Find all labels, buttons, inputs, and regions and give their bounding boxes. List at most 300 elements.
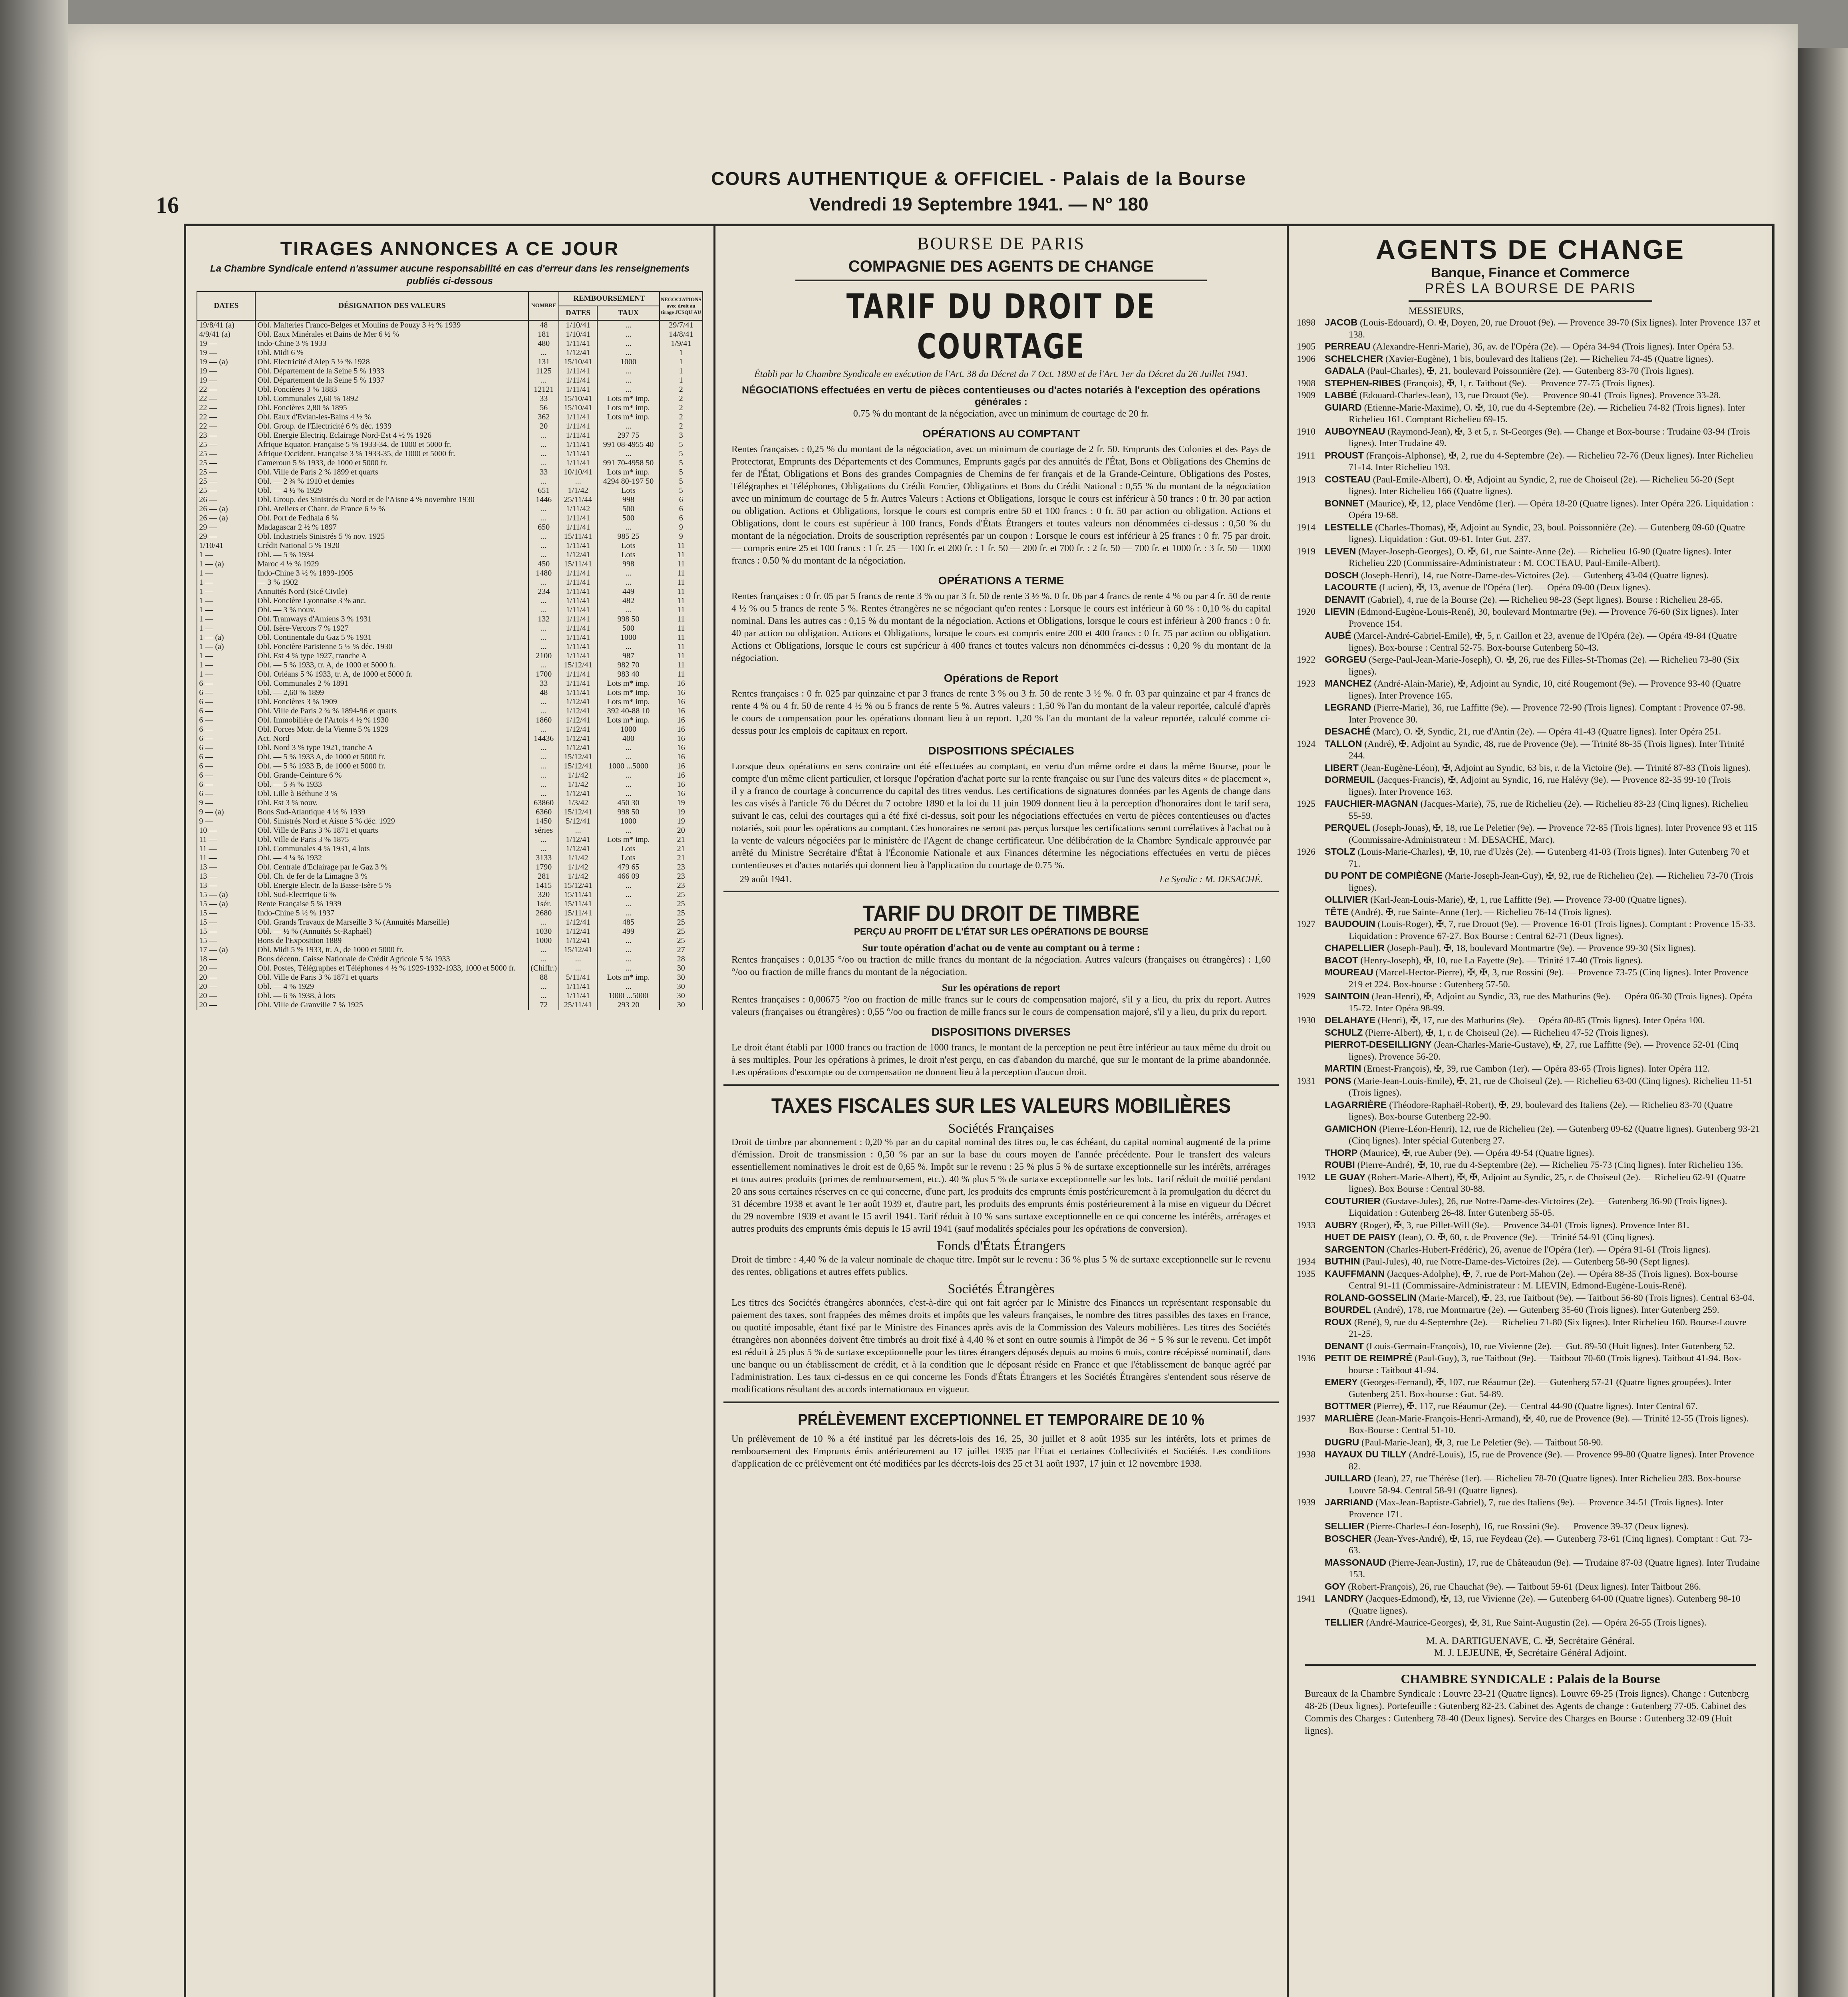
tirage-row [197, 835, 702, 844]
agent-details: (Alexandre-Henri-Marie), 36, av. de l'Opéra (2e). — Opéra 34-94 (Trois lignes). Inter Opéra 53. [1373, 341, 1735, 352]
agent-details: (Louis-Edouard), O. ✠, Doyen, 20, rue Drouot (9e). — Provence 39-70 (Six lignes). Inter Provence 137 et 138. [1349, 318, 1761, 340]
compagnie-title: COMPAGNIE DES AGENTS DE CHANGE [848, 258, 1154, 275]
tirage-row [197, 605, 702, 615]
agent-name: HUET DE PAISY [1325, 1232, 1396, 1242]
agent-details: (Jean-Yves-André), ✠, 15, rue Feydeau (2e). — Gutenberg 73-61 (Cinq lignes). Comptant : Gut. 73-63. [1349, 1533, 1752, 1556]
tirage-negociation: 9 [660, 532, 703, 541]
tirage-taux: 499 [597, 927, 660, 936]
tirage-taux: ... [597, 789, 660, 798]
tirage-taux: 485 [597, 918, 660, 927]
tirage-row [197, 899, 702, 909]
tirage-date: 18 — [197, 955, 255, 964]
agent-details: (Pierre-Charles-Léon-Joseph), 16, rue Rossini (9e). — Provence 39-37 (Deux lignes). [1367, 1521, 1689, 1532]
tirage-date: 25 — [197, 459, 255, 468]
tirage-row [197, 348, 702, 357]
tirage-date: 20 — [197, 982, 255, 991]
agent-entry [1297, 798, 1760, 822]
tirage-negociation: 25 [660, 890, 703, 899]
tirage-row [197, 817, 702, 826]
tirage-row [197, 661, 702, 670]
tirage-row [197, 854, 702, 863]
agent-name: BOSCHER [1325, 1533, 1372, 1544]
tirage-remb-date: 1/11/41 [559, 431, 597, 440]
tirage-negociation: 6 [660, 504, 703, 514]
agent-year: 1906 [1297, 353, 1315, 364]
tirage-date: 22 — [197, 413, 255, 422]
agent-entry [1297, 726, 1760, 738]
tirage-designation: Obl. Forces Motr. de la Vienne 5 % 1929 [255, 725, 529, 734]
tirage-row [197, 357, 702, 367]
agent-details: (Henry-Joseph), ✠, 10, rue La Fayette (9e). — Trinité 17-40 (Trois lignes). [1360, 955, 1643, 966]
tirage-row [197, 596, 702, 605]
tirage-date: 13 — [197, 881, 255, 890]
etats-text: Droit de timbre : 4,40 % de la valeur nominale de chaque titre. Impôt sur le revenu : 36 % plus 5 % de surtaxe exceptionnelle sur le revenu des rentes, obligations et autres effets publics. [731, 1255, 1271, 1277]
tirage-negociation: 11 [660, 624, 703, 633]
agent-name: LIBERT [1325, 762, 1359, 773]
agent-year: 1922 [1297, 655, 1315, 665]
tirage-negociation: 21 [660, 844, 703, 854]
tirage-remb-date: 1/11/41 [559, 642, 597, 651]
tirage-date: 11 — [197, 835, 255, 844]
tirage-remb-date: 5/12/41 [559, 817, 597, 826]
tirage-nombre: 12121 [529, 385, 559, 394]
col-taux: TAUX [597, 306, 660, 320]
timbre-text: Rentes françaises : 0,0135 °/oo ou fraction de mille francs du montant de la négociation. Autres valeurs (françaises ou étrangères) : 1,60 °/oo ou fraction de mille francs du montant de la négociation. [731, 955, 1271, 977]
courtage-title: TARIF DU DROIT DE COURTAGE [846, 287, 1156, 367]
tirage-negociation: 11 [660, 550, 703, 560]
agent-details: (Henri), ✠, 17, rue des Mathurins (9e). — Opéra 80-85 (Trois lignes). Inter Opéra 100. [1377, 1015, 1705, 1026]
tirage-row [197, 624, 702, 633]
tirage-taux: 1000 [597, 357, 660, 367]
tirage-nombre: 320 [529, 890, 559, 899]
tirage-date: 22 — [197, 394, 255, 403]
tirage-date: 1 — (a) [197, 633, 255, 642]
tirage-date: 22 — [197, 385, 255, 394]
tirage-nombre: 1415 [529, 881, 559, 890]
tirage-remb-date: 1/11/41 [559, 587, 597, 596]
tirage-taux: ... [597, 449, 660, 459]
tirage-nombre: 281 [529, 872, 559, 881]
timbre-subtitle: PERÇU AU PROFIT DE L'ÉTAT SUR LES OPÉRATIONS DE BOURSE [854, 926, 1149, 937]
agent-details: (Jacques-Adolphe), ✠, 7, rue de Port-Mahon (2e). — Opéra 88-35 (Trois lignes). Box-bourse Central 91-11 (Commissaire-Administrateur : M. LIEVIN, Edmond-Eugène-Louis-René). [1349, 1268, 1738, 1291]
agent-details: (Maurice), ✠, 12, place Vendôme (1er). — Opéra 18-20 (Quatre lignes). Inter Opéra 226. Liquidation : Opéra 19-68. [1349, 498, 1754, 520]
tirage-negociation: 16 [660, 789, 703, 798]
tirage-row [197, 413, 702, 422]
tirage-designation: Obl. Est 3 % nouv. [255, 798, 529, 808]
tirage-row [197, 707, 702, 716]
tirage-remb-date: 1/11/41 [559, 633, 597, 642]
agent-details: (Jean-Henri), ✠, Adjoint au Syndic, 33, rue des Mathurins (9e). — Opéra 06-30 (Trois lignes). Opéra 15-72. Inter Opéra 98-99. [1349, 991, 1753, 1014]
tirage-designation: Obl. Communales 4 % 1931, 4 lots [255, 844, 529, 854]
agent-name: LANDRY [1325, 1593, 1364, 1604]
tirage-negociation: 11 [660, 670, 703, 679]
col-designation: DÉSIGNATION DES VALEURS [255, 292, 529, 320]
tirage-negociation: 3 [660, 431, 703, 440]
agent-entry [1297, 1147, 1760, 1159]
agent-entry [1297, 846, 1760, 870]
tirage-date: 26 — (a) [197, 514, 255, 523]
tirage-designation: Obl. — 5 % 1933 A, de 1000 et 5000 fr. [255, 752, 529, 762]
col-negociations: NÉGOCIATIONS avec droit au tirage JUSQU'AU [660, 292, 703, 320]
tirage-designation: Obl. Foncières 3 % 1883 [255, 385, 529, 394]
tirage-date: 1 — [197, 550, 255, 560]
agent-entry [1297, 1195, 1760, 1219]
tirage-date: 1 — [197, 661, 255, 670]
tirage-nombre: ... [529, 633, 559, 642]
agent-entry [1297, 1413, 1760, 1437]
tirage-designation: Obl. — 6 % 1938, à lots [255, 991, 529, 1000]
tirage-date: 9 — [197, 798, 255, 808]
agent-details: (Raymond-Jean), ✠, 3 et 5, r. St-Georges (9e). — Change et Box-bourse : Trudaine 03-94 (Trois lignes). Inter Trudaine 49. [1349, 426, 1750, 449]
tirage-row [197, 716, 702, 725]
tirage-remb-date: 1/12/41 [559, 550, 597, 560]
agent-entry [1297, 1376, 1760, 1400]
tirage-designation: Obl. — 5 ¾ % 1933 [255, 780, 529, 789]
agent-details: (Louis-Marie-Charles), ✠, 10, rue d'Uzès (2e). — Gutenberg 41-03 (Trois lignes). Inter Gutenberg 70 et 71. [1349, 847, 1749, 869]
tirage-designation: Obl. Sinistrés Nord et Aisne 5 % déc. 1929 [255, 817, 529, 826]
tirage-date: 6 — [197, 743, 255, 752]
tirage-taux: 449 [597, 587, 660, 596]
agent-details: (Georges-Fernand), ✠, 107, rue Réaumur (2e). — Gutenberg 57-21 (Quatre lignes groupées). Inter Gutenberg 251. Box-bourse : Gut. 54-89. [1349, 1377, 1731, 1399]
tirage-negociation: 16 [660, 771, 703, 780]
tirage-row [197, 504, 702, 514]
tirage-date: 25 — [197, 477, 255, 486]
prelevement-text: Un prélèvement de 10 % a été institué par les décrets-lois des 16, 25, 30 juillet et 8 août 1935 sur les intérêts, lots et primes de remboursement des Emprunts émis antérieurement au 17 juillet 1935 par l'État et certaines Collectivités et Sociétés. Les conditions d'application de ce prélèvement ont été modifiées par les décrets-lois des 25 et 31 août 1937, 17 juin et 12 novembre 1938. [731, 1434, 1271, 1469]
tirage-negociation: 16 [660, 734, 703, 743]
tirage-nombre: 56 [529, 403, 559, 413]
tirage-negociation: 25 [660, 909, 703, 918]
tirage-remb-date: 1/11/41 [559, 514, 597, 523]
tirage-row [197, 1000, 702, 1010]
report-text: Rentes françaises : 0 fr. 025 par quinzaine et par 3 francs de rente 3 % ou 3 fr. 50 de rente 3 ½ %. 0 fr. 03 par quinzaine et par 4 francs de rente 4 % ou 4 fr. 50 de rente 4 ½ % ou 5 francs de rente 5 %. Autres valeurs : 1,50 % l'an du montant de la valeur reportée, calculé d'après le cours de compensation pour les opérations donnant lieu à un report. 1,20 % l'an du montant de la valeur reportée, calculé comme ci-dessus pour les emplois de capitaux en report. [731, 689, 1271, 736]
tirage-nombre: 1030 [529, 927, 559, 936]
tirage-taux: 293 20 [597, 1000, 660, 1010]
agent-details: (Ernest-François), ✠, 39, rue Cambon (1er). — Opéra 83-65 (Trois lignes). Inter Opéra 112. [1363, 1064, 1710, 1074]
tirage-row [197, 872, 702, 881]
tirage-row [197, 945, 702, 955]
tirage-row [197, 808, 702, 817]
agent-details: (Marc), O. ✠, Syndic, 21, rue d'Antin (2e). — Opéra 41-43 (Quatre lignes). Inter Opéra 251. [1373, 727, 1721, 737]
tirage-date: 19 — [197, 367, 255, 376]
tirage-nombre: (Chiffr.) [529, 964, 559, 973]
agent-year: 1913 [1297, 474, 1315, 485]
tirage-row [197, 431, 702, 440]
tirage-taux: ... [597, 339, 660, 348]
tirage-designation: Obl. Ville de Paris 3 % 1875 [255, 835, 529, 844]
tirage-taux: 991 70-4958 50 [597, 459, 660, 468]
tirage-remb-date: 1/12/41 [559, 734, 597, 743]
tirage-nombre: 33 [529, 679, 559, 688]
agent-details: (Jacques-Edmond), ✠, 13, rue Vivienne (2e). — Gutenberg 64-00 (Quatre lignes). Gutenberg 98-10 (Quatre lignes). [1349, 1594, 1741, 1616]
agent-entry [1297, 870, 1760, 894]
tirage-nombre: ... [529, 762, 559, 771]
comptant-heading: OPÉRATIONS AU COMPTANT [922, 427, 1080, 440]
agent-entry [1297, 1123, 1760, 1147]
tirage-designation: Obl. Communales 2 % 1891 [255, 679, 529, 688]
tirage-remb-date: 15/12/41 [559, 881, 597, 890]
agent-entry [1297, 1014, 1760, 1027]
tirage-date: 25 — [197, 468, 255, 477]
tirage-negociation: 16 [660, 752, 703, 762]
agent-entry [1297, 317, 1760, 341]
tirage-negociation: 11 [660, 661, 703, 670]
agent-year: 1920 [1297, 607, 1315, 617]
tirage-remb-date: 5/11/41 [559, 973, 597, 982]
tirage-designation: Obl. Continentale du Gaz 5 % 1931 [255, 633, 529, 642]
agent-details: (Paul-Guy), 3, rue Taitbout (9e). — Taitbout 70-60 (Trois lignes). Taitbout 41-94. Box-bourse : Taitbout 41-94. [1349, 1353, 1742, 1376]
agent-details: (Pierre-André), ✠, 10, rue du 4-Septembre (2e). — Richelieu 75-73 (Cinq lignes). Inter Richelieu 136. [1357, 1160, 1743, 1170]
tirage-remb-date: 1/11/41 [559, 339, 597, 348]
agent-details: (Louis-Roger), ✠, 7, rue Drouot (9e). — Provence 16-01 (Trois lignes). Comptant : Provence 15-33. Liquidation : Provence 67-27. Box Bourse : Central 62-71 (Deux lignes). [1349, 919, 1756, 941]
tirage-nombre: 88 [529, 973, 559, 982]
agent-name: PETIT DE REIMPRÉ [1325, 1353, 1413, 1363]
tirage-designation: Obl. — 5 % 1933 B, de 1000 et 5000 fr. [255, 762, 529, 771]
tirage-designation: Obl. Isère-Vercors 7 % 1927 [255, 624, 529, 633]
tirage-designation: Obl. Midi 5 % 1933, tr. A, de 1000 et 5000 fr. [255, 945, 529, 955]
agent-details: (Pierre-Léon-Henri), 12, rue de Richelieu (2e). — Gutenberg 09-62 (Quatre lignes). Gutenberg 93-21 (Cinq lignes). Inter spécial Gutenberg 27. [1349, 1124, 1760, 1146]
agent-details: (Paul-Emile-Albert), O. ✠, Adjoint au Syndic, 2, rue de Choiseul (2e). — Richelieu 56-20 (Sept lignes). Inter Richelieu 166 (Quatre lignes). [1349, 474, 1735, 496]
tirage-remb-date: 1/11/41 [559, 385, 597, 394]
agent-name: SCHULZ [1325, 1027, 1363, 1038]
agent-name: MANCHEZ [1325, 678, 1372, 689]
agent-name: DOSCH [1325, 570, 1359, 580]
agent-details: (Paul-Marie-Jean), ✠, 3, rue Le Peletier (9e). — Taitbout 58-90. [1361, 1437, 1603, 1448]
tirage-designation: Obl. Ville de Paris 2 % 1899 et quarts [255, 468, 529, 477]
agent-entry [1297, 1171, 1760, 1195]
tirage-nombre: ... [529, 431, 559, 440]
agent-details: (Marcel-André-Gabriel-Emile), ✠, 5, r. Gaillon et 23, avenue de l'Opéra (2e). — Opéra 49-84 (Quatre lignes). Box-bourse : Central 52-75. Box-bourse Gutenberg 50-43. [1349, 631, 1737, 653]
tirage-nombre: ... [529, 955, 559, 964]
tirage-nombre: ... [529, 541, 559, 550]
agent-entry [1297, 991, 1760, 1014]
tirage-nombre: ... [529, 725, 559, 734]
tirage-nombre: ... [529, 707, 559, 716]
agent-name: LIEVIN [1325, 606, 1355, 617]
tirage-remb-date: 1/12/41 [559, 789, 597, 798]
agent-name: BAUDOUIN [1325, 919, 1375, 929]
tirage-remb-date: 1/11/41 [559, 982, 597, 991]
content-frame [184, 224, 1774, 1997]
tirage-designation: Obl. Ch. de fer de la Limagne 3 % [255, 872, 529, 881]
messieurs: MESSIEURS, [1409, 306, 1464, 316]
tirage-negociation: 11 [660, 578, 703, 587]
agent-details: (André), ✠, rue Sainte-Anne (1er). — Richelieu 76-14 (Trois lignes). [1351, 907, 1612, 917]
col-remboursement: REMBOURSEMENT [559, 292, 660, 306]
tirage-negociation: 16 [660, 716, 703, 725]
tirage-taux: ... [597, 752, 660, 762]
tirage-designation: Indo-Chine 3 ½ % 1899-1905 [255, 569, 529, 578]
tirage-remb-date: 1/11/41 [559, 449, 597, 459]
tirage-negociation: 16 [660, 688, 703, 697]
tirage-nombre: 33 [529, 468, 559, 477]
tirage-date: 26 — [197, 495, 255, 504]
tirage-date: 6 — [197, 688, 255, 697]
agent-details: (Pierre), ✠, 117, rue Réaumur (2e). — Central 44-90 (Quatre lignes). Inter Central 67. [1373, 1401, 1698, 1411]
comptant-text: Rentes françaises : 0,25 % du montant de la négociation, avec un minimum de courtage de 2 fr. 50. Emprunts des Colonies et des Pays de Protectorat, Emprunts des Départements et des Communes, Emprunts gagés par des annuités de l'État, Bons et Obligations des Chemins de fer de l'État, Obligations et Bons des grandes Compagnies de Chemins de fer français et de la Grande-Ceinture, Obligations des Postes, Télégraphes et Téléphones, Obligations du Crédit Foncier, Obligations et Bons du Crédit National : 0,55 % du montant de la négociation avec un minimum de courtage de 5 fr. Autres Valeurs : Actions et Obligations, lorsque le cours est inférieur à 50 francs : 0 fr. 30 par action ou obligation. Actions et Obligations, lorsque le cours est compris entre 50 et 100 francs : 0 fr. 50 par action ou obligation. Actions et Obligations, dont le cours est supérieur à 100 francs, Fonds d'États Étrangers et toutes valeurs non dénommées ci-dessus : 0,50 % du montant de la négociation. Droits de souscription représentés par un coupon : Lorsque le cours est inférieur à 25 francs : 0 fr. 75 par droit. — compris entre 25 et 100 francs : 1 fr. 25 — 100 fr. et 200 fr. : 1 fr. 50 — 200 fr. et 700 fr. : 2 fr. 50 — 700 fr. et 1000 fr. : 3 fr. 50 — 1000 francs : 0.50 % du montant de la négociation. [731, 444, 1271, 566]
agent-name: DESACHÉ [1325, 726, 1371, 736]
agent-name: BOTTMER [1325, 1401, 1371, 1411]
agent-entry [1297, 426, 1760, 450]
tirage-row [197, 670, 702, 679]
tirage-nombre: 1000 [529, 936, 559, 945]
tirage-nombre: ... [529, 624, 559, 633]
agent-name: TELLIER [1325, 1617, 1364, 1628]
agent-details: (Pierre-Albert), ✠, 1, r. de Choiseul (2e). — Richelieu 47-52 (Trois lignes). [1365, 1027, 1649, 1038]
tirage-row [197, 826, 702, 835]
tirage-taux: 466 09 [597, 872, 660, 881]
tirage-negociation: 16 [660, 780, 703, 789]
tirage-negociation: 11 [660, 642, 703, 651]
agent-details: (Mayer-Joseph-Georges), O. ✠, 61, rue Sainte-Anne (2e). — Richelieu 16-90 (Quatre lignes). Inter Richelieu 220 (Commissaire-Administrateur : M. COCTEAU, Paul-Emile-Albert). [1349, 546, 1731, 568]
tirage-taux: 482 [597, 596, 660, 605]
tirage-remb-date: 15/11/41 [559, 560, 597, 569]
tirage-nombre: ... [529, 504, 559, 514]
tirage-negociation: 30 [660, 973, 703, 982]
agent-year: 1937 [1297, 1413, 1315, 1424]
speciales-text: Lorsque deux opérations en sens contraire ont été effectuées au comptant, en vertu d'un même ordre et dans la même Bourse, pour le compte d'un même client particulier, et lorsque l'opération d'achat porte sur la rente française ou sur l'une des valeurs dites « de placement », il y a franco de courtage à concurrence du capital des titres vendus. Les certifications de signatures données par les Agents de change dans les cas visés à l'article 76 du Décret du 7 octobre 1890 et la loi du 11 juin 1909 donnent lieu à la perception d'honoraires dont le tarif sera, suivant le cas, celui des courtages qui a été fixé ci-dessus, soit pour les négociations effectuées en vertu de pièces contentieuses ou d'actes notariés, soit pour les opérations au comptant. Ces honoraires ne seront pas perçus lorsque les certifications seront corrélatives à l'achat ou à la vente de valeurs négociées par le ministère de l'Agent de change certificateur. Une délibération de la Chambre Syndicale approuvée par arrêté du Ministre Secrétaire d'État à l'Économie Nationale et aux Finances détermine les négociations effectuées en vertu de pièces contentieuses et d'actes notariés qui donnent lieu à l'application du courtage de 0.75 %. [731, 761, 1271, 871]
tirage-remb-date: 15/12/41 [559, 762, 597, 771]
tirage-row [197, 752, 702, 762]
tirage-designation: Obl. — 5 % 1934 [255, 550, 529, 560]
agent-entry [1297, 546, 1760, 570]
page-number: 16 [156, 192, 179, 218]
tirage-negociation: 25 [660, 927, 703, 936]
tirage-remb-date: 15/10/41 [559, 394, 597, 403]
agent-details: (Serge-Paul-Jean-Marie-Joseph), O. ✠, 26, rue des Filles-St-Thomas (2e). — Richelieu 73-80 (Six lignes). [1349, 655, 1740, 677]
agent-name: MARTIN [1325, 1063, 1361, 1074]
tirage-remb-date: 1/12/41 [559, 707, 597, 716]
tirage-remb-date: 1/10/41 [559, 320, 597, 330]
tirage-remb-date: 1/1/42 [559, 486, 597, 495]
tirages-table [197, 291, 703, 1010]
tirage-remb-date: 15/11/41 [559, 899, 597, 909]
tirage-nombre: 650 [529, 523, 559, 532]
agent-year: 1936 [1297, 1353, 1315, 1364]
tirage-taux: 983 40 [597, 670, 660, 679]
tirage-negociation: 1 [660, 357, 703, 367]
tirage-nombre: ... [529, 459, 559, 468]
tirage-designation: Obl. Group. de l'Electricité 6 % déc. 1939 [255, 422, 529, 431]
agent-entry [1297, 678, 1760, 702]
tirage-remb-date: 15/11/41 [559, 532, 597, 541]
tirage-nombre: ... [529, 348, 559, 357]
tirage-negociation: 9 [660, 523, 703, 532]
tirage-row [197, 771, 702, 780]
agent-year: 1935 [1297, 1268, 1315, 1279]
tirage-nombre: 48 [529, 688, 559, 697]
agent-details: (Louis-Germain-François), 10, rue Vivienne (2e). — Gut. 89-50 (Huit lignes). Inter Gutenberg 52. [1366, 1341, 1735, 1352]
tirage-designation: Obl. — 5 % 1933, tr. A, de 1000 et 5000 fr. [255, 661, 529, 670]
tirage-remb-date: 1/11/42 [559, 504, 597, 514]
tirage-remb-date: 1/11/41 [559, 413, 597, 422]
tirage-remb-date: 1/11/41 [559, 679, 597, 688]
tirage-taux: 1000 [597, 725, 660, 734]
tirage-row [197, 541, 702, 550]
tirages-column [186, 226, 715, 1997]
agent-entry [1297, 1039, 1760, 1063]
agent-name: LABBÉ [1325, 390, 1357, 400]
agent-details: (Théodore-Raphaël-Robert), ✠, 29, boulevard des Italiens (2e). — Richelieu 83-70 (Quatre lignes). Box-bourse Gutenberg 22-90. [1349, 1100, 1733, 1122]
agent-entry [1297, 1159, 1760, 1171]
tirage-negociation: 27 [660, 945, 703, 955]
tirage-nombre: 6360 [529, 808, 559, 817]
tirage-row [197, 964, 702, 973]
tirage-designation: Obl. Ville de Paris 3 % 1871 et quarts [255, 826, 529, 835]
tirage-negociation: 5 [660, 486, 703, 495]
tirage-designation: Obl. Sud-Electrique 6 % [255, 890, 529, 899]
agent-name: CHAPELLIER [1325, 943, 1385, 953]
tirage-remb-date: 25/11/44 [559, 495, 597, 504]
tirage-remb-date: 1/11/41 [559, 569, 597, 578]
tirage-taux: Lots m* imp. [597, 716, 660, 725]
agent-name: ROUBI [1325, 1159, 1355, 1170]
tirage-date: 20 — [197, 1000, 255, 1010]
tirage-date: 15 — (a) [197, 890, 255, 899]
tirage-taux: ... [597, 376, 660, 385]
agents-column [1289, 226, 1772, 1997]
tirage-row [197, 651, 702, 661]
agent-name: FAUCHIER-MAGNAN [1325, 798, 1418, 809]
agent-name: SAINTOIN [1325, 991, 1369, 1001]
agent-entry [1297, 1075, 1760, 1099]
agent-details: (André-Alain-Marie), ✠, Adjoint au Syndic, 10, cité Rougemont (9e). — Provence 93-40 (Quatre lignes). Inter Provence 165. [1349, 679, 1741, 701]
tirage-row [197, 449, 702, 459]
agent-details: (Karl-Jean-Louis-Marie), ✠, 1, rue Laffitte (9e). — Provence 73-00 (Quatre lignes). [1370, 895, 1687, 905]
tirage-designation: Obl. Département de la Seine 5 % 1937 [255, 376, 529, 385]
tirage-designation: Obl. — 2 ¾ % 1910 et demies [255, 477, 529, 486]
tirage-taux: ... [597, 964, 660, 973]
tirage-negociation: 16 [660, 679, 703, 688]
agent-year: 1931 [1297, 1076, 1315, 1086]
tirage-negociation: 30 [660, 964, 703, 973]
agent-entry [1297, 1473, 1760, 1497]
tirage-date: 25 — [197, 486, 255, 495]
tirage-taux: ... [597, 826, 660, 835]
agent-year: 1905 [1297, 341, 1315, 352]
agent-name: LEVEN [1325, 546, 1356, 556]
agent-name: GORGEU [1325, 654, 1367, 665]
tirage-taux: 1000 [597, 633, 660, 642]
agent-details: (Gabriel), 4, rue de la Bourse (2e). — Richelieu 98-23 (Sept lignes). Bourse : Richelieu 28-65. [1367, 594, 1723, 605]
tirage-designation: Bons décenn. Caisse Nationale de Crédit Agricole 5 % 1933 [255, 955, 529, 964]
tirage-date: 15 — [197, 918, 255, 927]
tirage-negociation: 6 [660, 495, 703, 504]
tirage-row [197, 532, 702, 541]
agent-details: (Pierre-Marie), 36, rue Laffitte (9e). — Provence 72-90 (Trois lignes). Comptant : Provence 07-98. Inter Provence 30. [1349, 703, 1745, 725]
tirage-designation: Obl. Postes, Télégraphes et Téléphones 4 ½ % 1929-1932-1933, 1000 et 5000 fr. [255, 964, 529, 973]
tirage-taux: 991 08-4955 40 [597, 440, 660, 449]
agent-name: THORP [1325, 1147, 1358, 1158]
tirage-designation: Obl. Ateliers et Chant. de France 6 ½ % [255, 504, 529, 514]
tirage-row [197, 789, 702, 798]
agent-details: (Jean), O. ✠, 60, r. de Provence (9e). — Trinité 54-91 (Cinq lignes). [1398, 1232, 1655, 1243]
tirage-date: 15 — [197, 909, 255, 918]
tirage-negociation: 25 [660, 936, 703, 945]
agent-year: 1919 [1297, 546, 1315, 557]
tirage-row [197, 550, 702, 560]
date-line: 29 août 1941. [739, 874, 792, 885]
timbre-report-heading: Sur les opérations de report [942, 983, 1061, 993]
tirage-date: 9 — [197, 817, 255, 826]
agent-details: (André), ✠, Adjoint au Syndic, 48, rue de Provence (9e). — Trinité 86-35 (Trois lignes). Inter Trinité 244. [1349, 738, 1745, 761]
tirage-designation: Obl. Electricité d'Alep 5 ½ % 1928 [255, 357, 529, 367]
agent-entry [1297, 654, 1760, 678]
agent-year: 1927 [1297, 919, 1315, 929]
agent-entry [1297, 967, 1760, 991]
tirage-designation: Obl. Eaux Minérales et Bains de Mer 6 ½ % [255, 330, 529, 339]
tirage-taux: ... [597, 780, 660, 789]
agent-details: (Robert-Marie-Albert), ✠, ✠, Adjoint au Syndic, 25, r. de Choiseul (2e). — Richelieu 62-91 (Quatre lignes). Box Bourse : Central 30-88. [1349, 1172, 1746, 1194]
